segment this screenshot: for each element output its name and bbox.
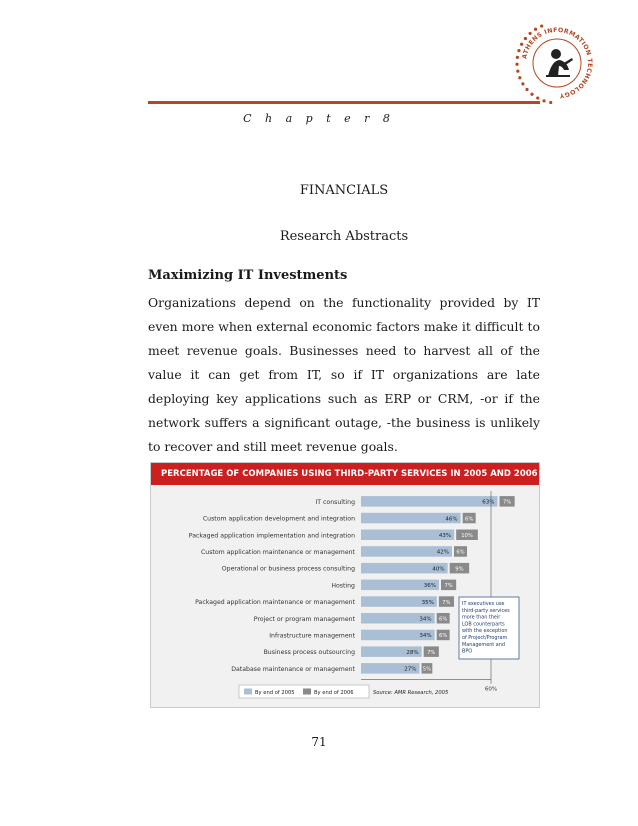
logo-dot <box>542 99 545 102</box>
article-body: Organizations depend on the functionality provided by IT even more when external economic factors make it difficult to meet revenue goals. Businesses need to harvest all of the value it can get from IT, so if IT organizations are late deploying key applications such as ERP or CRM, -or if the network suffers a significant outage, -the business is unlikely to recover and still meet revenue goals. <box>148 295 540 454</box>
logo-dot <box>524 37 527 40</box>
category-label: IT consulting <box>315 498 355 506</box>
annotation-line: with the exception <box>462 628 508 635</box>
logo-dot <box>540 24 543 27</box>
logo-text: ATHENS INFORMATION TECHNOLOGY <box>521 26 594 99</box>
category-label: Custom application maintenance or management <box>200 548 355 556</box>
logo-dot <box>536 96 539 99</box>
logo-dot <box>517 49 520 52</box>
category-label: Packaged application maintenance or management <box>195 599 355 607</box>
legend-label-2006: By end of 2006 <box>314 689 354 696</box>
annotation-line: third-party services <box>462 607 510 614</box>
third-party-services-chart <box>150 462 540 708</box>
value-label-2005: 46% <box>445 516 458 523</box>
bar-2005 <box>361 496 498 507</box>
category-label: Custom application development and integration <box>202 515 355 523</box>
value-label-2006: 9% <box>455 566 464 573</box>
value-label-2006: 6% <box>456 549 465 556</box>
category-label: Project or program management <box>253 615 355 623</box>
value-label-2005: 63% <box>482 499 495 506</box>
value-label-2005: 43% <box>438 532 452 539</box>
logo-dot <box>528 32 531 35</box>
logo-dot <box>516 70 519 73</box>
chart-source: Source: AMR Research, 2005 <box>373 689 449 696</box>
value-label-2006: 5% <box>422 666 432 673</box>
chapter-label: C h a p t e r 8 <box>243 112 395 125</box>
logo-dot <box>549 101 552 104</box>
logo-dot <box>534 28 537 31</box>
article-heading: Maximizing IT Investments <box>148 268 348 283</box>
category-label: Hosting <box>331 582 355 590</box>
value-label-2006: 7% <box>442 599 451 606</box>
annotation-line: BPO <box>462 648 473 655</box>
logo-dot <box>516 56 519 59</box>
logo-dot <box>515 63 518 66</box>
annotation-line: IT executives use <box>462 601 505 607</box>
value-label-2005: 36% <box>423 583 436 590</box>
category-label: Infrastructure management <box>269 632 355 640</box>
value-label-2006: 6% <box>439 616 448 623</box>
value-label-2005: 40% <box>432 566 445 573</box>
value-label-2005: 28% <box>406 649 419 656</box>
logo-dot <box>520 43 523 46</box>
value-label-2006: 6% <box>439 633 448 640</box>
section-subtitle: Research Abstracts <box>279 229 409 244</box>
value-label-2005: 42% <box>436 549 449 556</box>
value-label-2006: 6% <box>465 516 474 523</box>
logo-dot <box>521 82 524 85</box>
value-label-2005: 34% <box>419 616 432 623</box>
value-label-2006: 7% <box>444 583 453 590</box>
value-label-2006: 10% <box>461 532 473 539</box>
chart-title: PERCENTAGE OF COMPANIES USING THIRD-PARTY SERVICES IN 2005 AND 2006 <box>151 463 539 485</box>
category-label: Operational or business process consulting <box>221 565 355 573</box>
section-title: FINANCIALS <box>299 183 389 198</box>
logo-dot <box>518 76 521 79</box>
logo-dot <box>530 93 533 96</box>
annotation-line: of Project/Program <box>462 635 508 641</box>
value-label-2005: 34% <box>419 633 432 640</box>
chart-canvas <box>151 463 539 707</box>
legend-label-2005: By end of 2005 <box>255 689 295 696</box>
legend-swatch-2005 <box>244 689 252 695</box>
value-label-2005: 27% <box>404 666 417 673</box>
x-axis-end-label: 60% <box>484 686 498 693</box>
category-label: Database maintenance or management <box>231 665 355 673</box>
annotation-line: more than their <box>462 614 501 621</box>
legend-swatch-2006 <box>303 689 311 695</box>
page-number: 71 <box>311 735 327 749</box>
annotation-line: LOB counterparts <box>462 621 505 628</box>
athens-it-logo <box>512 18 602 108</box>
annotation-line: Management and <box>462 641 505 648</box>
value-label-2006: 7% <box>502 499 512 506</box>
logo-figure-icon <box>546 49 573 77</box>
value-label-2006: 7% <box>427 649 436 656</box>
chapter-rule <box>148 101 540 104</box>
value-label-2005: 35% <box>421 599 434 606</box>
category-label: Business process outsourcing <box>263 649 355 657</box>
logo-dot <box>525 88 528 91</box>
category-label: Packaged application implementation and integration <box>188 532 355 540</box>
